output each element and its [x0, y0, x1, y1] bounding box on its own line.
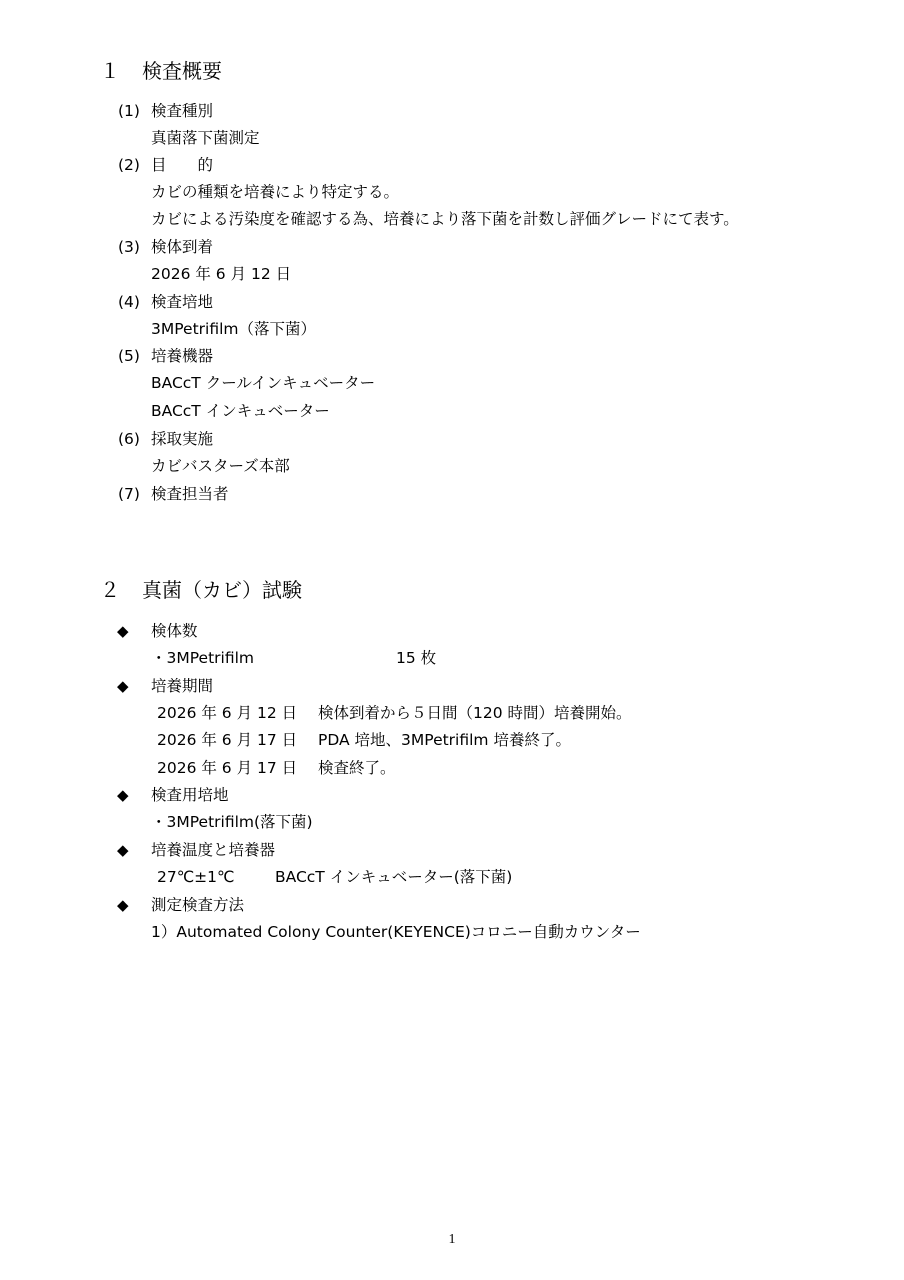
bullet-diamond-icon: ◆ [117, 622, 129, 640]
item-value: 15 枚 [396, 649, 437, 667]
bullet-diamond-icon: ◆ [117, 786, 129, 804]
item-value: 27℃±1℃ [157, 868, 235, 886]
section1-heading [100, 61, 222, 81]
section1-title: 検査概要 [142, 59, 222, 83]
section2-number: ２ [100, 578, 120, 602]
item-number: (6) [118, 430, 140, 448]
item-value: カビの種類を培養により特定する。 [151, 183, 400, 201]
item-value: 3MPetrifilm（落下菌） [151, 320, 316, 338]
item-number: (4) [118, 293, 140, 311]
item-number: (3) [118, 238, 140, 256]
item-value: BACcT クールインキュベーター [151, 374, 376, 392]
item-value: PDA 培地、3MPetrifilm 培養終了。 [318, 731, 571, 749]
item-number: (2) [118, 156, 140, 174]
item-label: 検体到着 [151, 238, 214, 256]
item-label: 培養期間 [151, 677, 214, 695]
item-value: 2026 年 6 月 12 日 [151, 265, 292, 283]
item-number: (7) [118, 485, 140, 503]
bullet-diamond-icon: ◆ [117, 677, 129, 695]
item-label: 検査用培地 [151, 786, 229, 804]
item-value: BACcT インキュベーター(落下菌) [275, 868, 513, 886]
item-date: 2026 年 6 月 12 日 [157, 704, 298, 722]
section2-title: 真菌（カビ）試験 [142, 578, 302, 602]
item-date: 2026 年 6 月 17 日 [157, 731, 298, 749]
item-number: (1) [118, 102, 140, 120]
item-value: カビによる汚染度を確認する為、培養により落下菌を計数し評価グレードにて表す。 [151, 210, 739, 228]
bullet-diamond-icon: ◆ [117, 841, 129, 859]
item-label: 培養機器 [151, 347, 214, 365]
item-value: 検査終了。 [318, 759, 396, 777]
item-label: 培養温度と培養器 [151, 841, 276, 859]
item-label: 検体数 [151, 622, 198, 640]
page-number: 1 [448, 1232, 456, 1247]
item-label: 採取実施 [151, 430, 214, 448]
item-value: ・3MPetrifilm [151, 649, 254, 667]
item-label: 目 的 [151, 156, 214, 174]
section2-heading [100, 580, 302, 600]
item-date: 2026 年 6 月 17 日 [157, 759, 298, 777]
item-value: 真菌落下菌測定 [151, 129, 260, 147]
item-label: 検査培地 [151, 293, 214, 311]
item-value: 検体到着から５日間（120 時間）培養開始。 [318, 704, 632, 722]
item-label: 測定検査方法 [151, 896, 245, 914]
item-label: 検査担当者 [151, 485, 229, 503]
item-value: BACcT インキュベーター [151, 402, 330, 420]
item-value: 1）Automated Colony Counter(KEYENCE)コロニー自動カウンター [151, 923, 641, 941]
item-number: (5) [118, 347, 140, 365]
item-value: ・3MPetrifilm(落下菌) [151, 813, 313, 831]
item-label: 検査種別 [151, 102, 214, 120]
item-value: カビバスターズ本部 [151, 457, 290, 475]
section1-number: １ [100, 59, 120, 83]
bullet-diamond-icon: ◆ [117, 896, 129, 914]
